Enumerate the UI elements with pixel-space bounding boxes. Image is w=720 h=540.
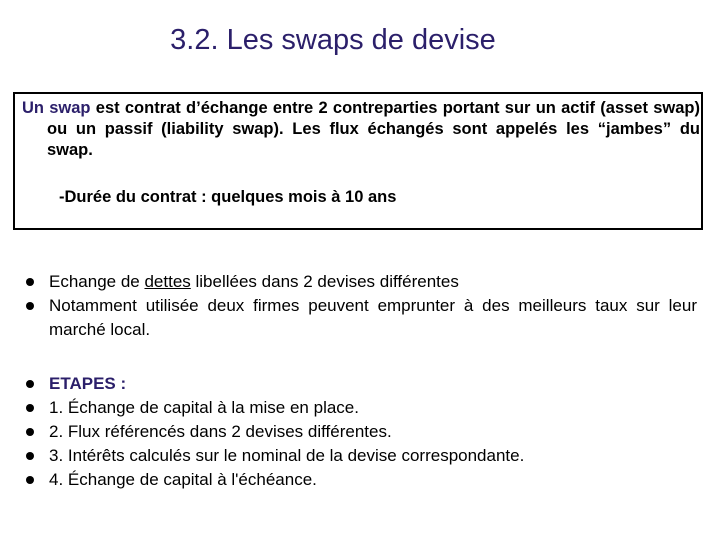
definition-box: [13, 92, 703, 230]
bullet-dot-icon: [26, 302, 34, 310]
bullet-text-underlined: dettes: [144, 272, 191, 291]
bullet-text: Notamment utilisée deux firmes peuvent emprunter à des meilleurs taux sur leur marché local.: [49, 296, 697, 339]
list-item: [25, 444, 697, 468]
contract-duration: -Durée du contrat : quelques mois à 10 ans: [59, 188, 397, 206]
list-item: [25, 468, 697, 492]
list-item: [25, 294, 697, 342]
step-text: 3. Intérêts calculés sur le nominal de la devise correspondante.: [49, 446, 525, 465]
bullet-dot-icon: [26, 428, 34, 436]
step-text: 4. Échange de capital à l'échéance.: [49, 470, 317, 489]
list-item: [25, 270, 697, 294]
bullet-text-before: Echange de: [49, 272, 145, 291]
definition-lead: Un swap: [22, 99, 91, 117]
bullet-text-after: libellées dans 2 devises différentes: [190, 272, 459, 291]
list-item: [25, 396, 697, 420]
step-text: 1. Échange de capital à la mise en place.: [49, 398, 359, 417]
bullet-dot-icon: [26, 380, 34, 388]
bullet-dot-icon: [26, 452, 34, 460]
slide-title: 3.2. Les swaps de devise: [170, 24, 496, 56]
bullet-dot-icon: [26, 404, 34, 412]
bullet-dot-icon: [26, 278, 34, 286]
list-item: [25, 372, 697, 396]
steps-heading: ETAPES :: [49, 374, 127, 393]
bullet-dot-icon: [26, 476, 34, 484]
step-text: 2. Flux référencés dans 2 devises différentes.: [49, 422, 392, 441]
definition-text: [22, 98, 700, 161]
definition-body: est contrat d’échange entre 2 contreparties portant sur un actif (asset swap) ou un passif (liability swap). Les flux échangés sont appelés les “jambes” du swap.: [47, 99, 700, 159]
bullet-list-usage: [25, 270, 697, 342]
list-item: [25, 420, 697, 444]
bullet-list-steps: [25, 372, 697, 492]
